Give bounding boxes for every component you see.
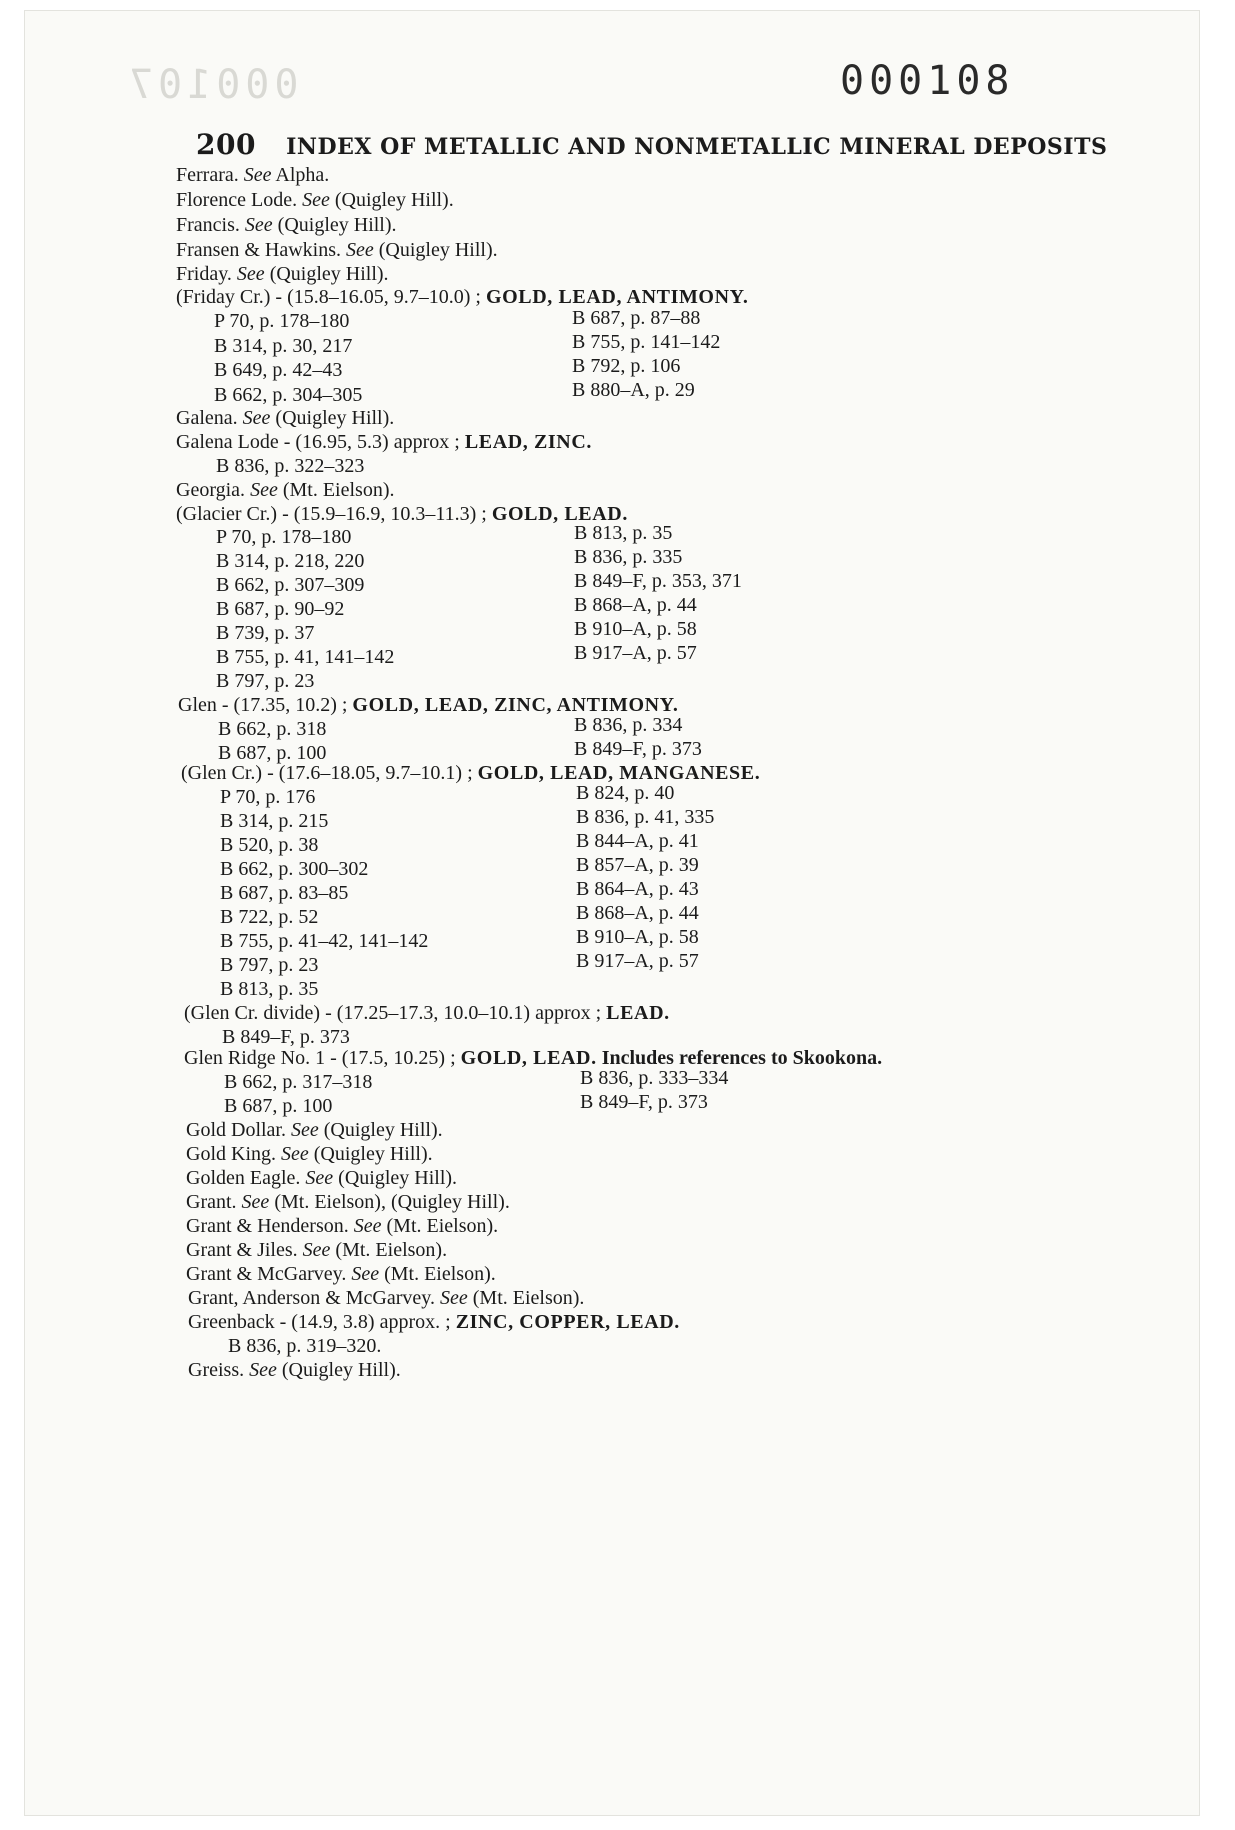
entry-glen-cr-divide: (Glen Cr. divide) - (17.25–17.3, 10.0–10.1) approx ; LEAD.: [184, 1002, 670, 1024]
ref-glacier-cr-right-5: B 917–A, p. 57: [574, 642, 697, 664]
entry-galena-lode: Galena Lode - (16.95, 5.3) approx ; LEAD, ZINC.: [176, 431, 592, 453]
ref-glen-cr-right-4: B 864–A, p. 43: [576, 878, 699, 900]
entry-grant-henderson: Grant & Henderson. See (Mt. Eielson).: [186, 1215, 499, 1237]
ref-glen-ridge-right-1: B 849–F, p. 373: [580, 1091, 708, 1113]
ref-friday-cr-right-0: B 687, p. 87–88: [572, 307, 701, 329]
ref-glacier-cr-left-5: B 755, p. 41, 141–142: [216, 646, 395, 668]
ref-glen-cr-left-5: B 722, p. 52: [220, 906, 319, 928]
ref-glen-cr-right-5: B 868–A, p. 44: [576, 902, 699, 924]
ref-glen-cr-left-4: B 687, p. 83–85: [220, 882, 349, 904]
entry-glacier-cr: (Glacier Cr.) - (15.9–16.9, 10.3–11.3) ; GOLD, LEAD.: [176, 503, 628, 525]
entry-golden-eagle: Golden Eagle. See (Quigley Hill).: [186, 1167, 458, 1189]
ref-glacier-cr-right-4: B 910–A, p. 58: [574, 618, 697, 640]
ref-friday-cr-right-1: B 755, p. 141–142: [572, 331, 721, 353]
entry-grant-jiles: Grant & Jiles. See (Mt. Eielson).: [186, 1239, 448, 1261]
ref-glacier-cr-left-3: B 687, p. 90–92: [216, 598, 345, 620]
ref-glen-ridge-left-0: B 662, p. 317–318: [224, 1071, 373, 1093]
entry-grant-mcgarvey: Grant & McGarvey. See (Mt. Eielson).: [186, 1263, 496, 1285]
entry-fransen-hawkins: Fransen & Hawkins. See (Quigley Hill).: [176, 239, 498, 261]
ref-glen-right-1: B 849–F, p. 373: [574, 738, 702, 760]
document-number-stamp: 000108: [840, 58, 1015, 104]
entry-greenback: Greenback - (14.9, 3.8) approx. ; ZINC, COPPER, LEAD.: [188, 1311, 680, 1333]
entry-georgia: Georgia. See (Mt. Eielson).: [176, 479, 395, 501]
entry-ferrara: Ferrara. See Alpha.: [176, 164, 330, 186]
ref-friday-cr-left-1: B 314, p. 30, 217: [214, 335, 353, 357]
entry-francis: Francis. See (Quigley Hill).: [176, 214, 397, 236]
ref-glacier-cr-right-0: B 813, p. 35: [574, 522, 673, 544]
entry-grant-anderson-mcgarvey: Grant, Anderson & McGarvey. See (Mt. Eielson).: [188, 1287, 585, 1309]
ref-glen-cr-left-2: B 520, p. 38: [220, 834, 319, 856]
ref-glen-left-0: B 662, p. 318: [218, 718, 327, 740]
ref-glen-cr-right-2: B 844–A, p. 41: [576, 830, 699, 852]
ref-glen-cr-right-3: B 857–A, p. 39: [576, 854, 699, 876]
ref-glen-ridge-left-1: B 687, p. 100: [224, 1095, 333, 1117]
ref-glen-cr-left-1: B 314, p. 215: [220, 810, 329, 832]
ref-glacier-cr-left-4: B 739, p. 37: [216, 622, 315, 644]
entry-florence-lode: Florence Lode. See (Quigley Hill).: [176, 189, 454, 211]
ref-greenback-0: B 836, p. 319–320.: [228, 1335, 382, 1357]
ref-glacier-cr-right-3: B 868–A, p. 44: [574, 594, 697, 616]
ref-glen-cr-right-7: B 917–A, p. 57: [576, 950, 699, 972]
ref-glen-cr-left-7: B 797, p. 23: [220, 954, 319, 976]
entry-gold-dollar: Gold Dollar. See (Quigley Hill).: [186, 1119, 443, 1141]
page-header: [196, 128, 1107, 161]
ref-friday-cr-right-3: B 880–A, p. 29: [572, 379, 695, 401]
entry-galena: Galena. See (Quigley Hill).: [176, 407, 395, 429]
entry-glen-ridge: Glen Ridge No. 1 - (17.5, 10.25) ; GOLD, LEAD. Includes references to Skookona.: [184, 1047, 883, 1069]
ref-glen-cr-right-1: B 836, p. 41, 335: [576, 806, 715, 828]
ref-glen-ridge-right-0: B 836, p. 333–334: [580, 1067, 729, 1089]
ref-glen-cr-left-6: B 755, p. 41–42, 141–142: [220, 930, 429, 952]
ref-glen-cr-left-0: P 70, p. 176: [220, 786, 316, 808]
ref-glacier-cr-right-1: B 836, p. 335: [574, 546, 683, 568]
ref-glen-cr-left-3: B 662, p. 300–302: [220, 858, 369, 880]
entry-friday-cr: (Friday Cr.) - (15.8–16.05, 9.7–10.0) ; GOLD, LEAD, ANTIMONY.: [176, 286, 749, 308]
ref-friday-cr-right-2: B 792, p. 106: [572, 355, 681, 377]
entry-glen-cr: (Glen Cr.) - (17.6–18.05, 9.7–10.1) ; GOLD, LEAD, MANGANESE.: [181, 762, 761, 784]
ref-glen-cr-right-0: B 824, p. 40: [576, 782, 675, 804]
entry-friday: Friday. See (Quigley Hill).: [176, 263, 389, 285]
page-title: INDEX OF METALLIC AND NONMETALLIC MINERAL DEPOSITS: [286, 134, 1108, 160]
ref-glacier-cr-right-2: B 849–F, p. 353, 371: [574, 570, 742, 592]
ref-glacier-cr-left-6: B 797, p. 23: [216, 670, 315, 692]
document-page: [24, 10, 1200, 1816]
entry-glen: Glen - (17.35, 10.2) ; GOLD, LEAD, ZINC, ANTIMONY.: [178, 694, 679, 716]
ref-friday-cr-left-0: P 70, p. 178–180: [214, 310, 350, 332]
entry-greiss: Greiss. See (Quigley Hill).: [188, 1359, 401, 1381]
ref-glen-cr-right-6: B 910–A, p. 58: [576, 926, 699, 948]
ref-glacier-cr-left-0: P 70, p. 178–180: [216, 526, 352, 548]
entry-grant: Grant. See (Mt. Eielson), (Quigley Hill).: [186, 1191, 510, 1213]
ref-galena-lode-0: B 836, p. 322–323: [216, 455, 365, 477]
ref-glacier-cr-left-1: B 314, p. 218, 220: [216, 550, 365, 572]
page-number: 200: [196, 128, 256, 161]
ref-glen-cr-divide-0: B 849–F, p. 373: [222, 1026, 350, 1048]
entry-gold-king: Gold King. See (Quigley Hill).: [186, 1143, 433, 1165]
ref-friday-cr-left-2: B 649, p. 42–43: [214, 359, 343, 381]
ref-glen-left-1: B 687, p. 100: [218, 742, 327, 764]
ref-friday-cr-left-3: B 662, p. 304–305: [214, 384, 363, 406]
ref-glacier-cr-left-2: B 662, p. 307–309: [216, 574, 365, 596]
ref-glen-cr-left-8: B 813, p. 35: [220, 978, 319, 1000]
bleed-through-stamp: 000107: [124, 62, 299, 108]
ref-glen-right-0: B 836, p. 334: [574, 714, 683, 736]
